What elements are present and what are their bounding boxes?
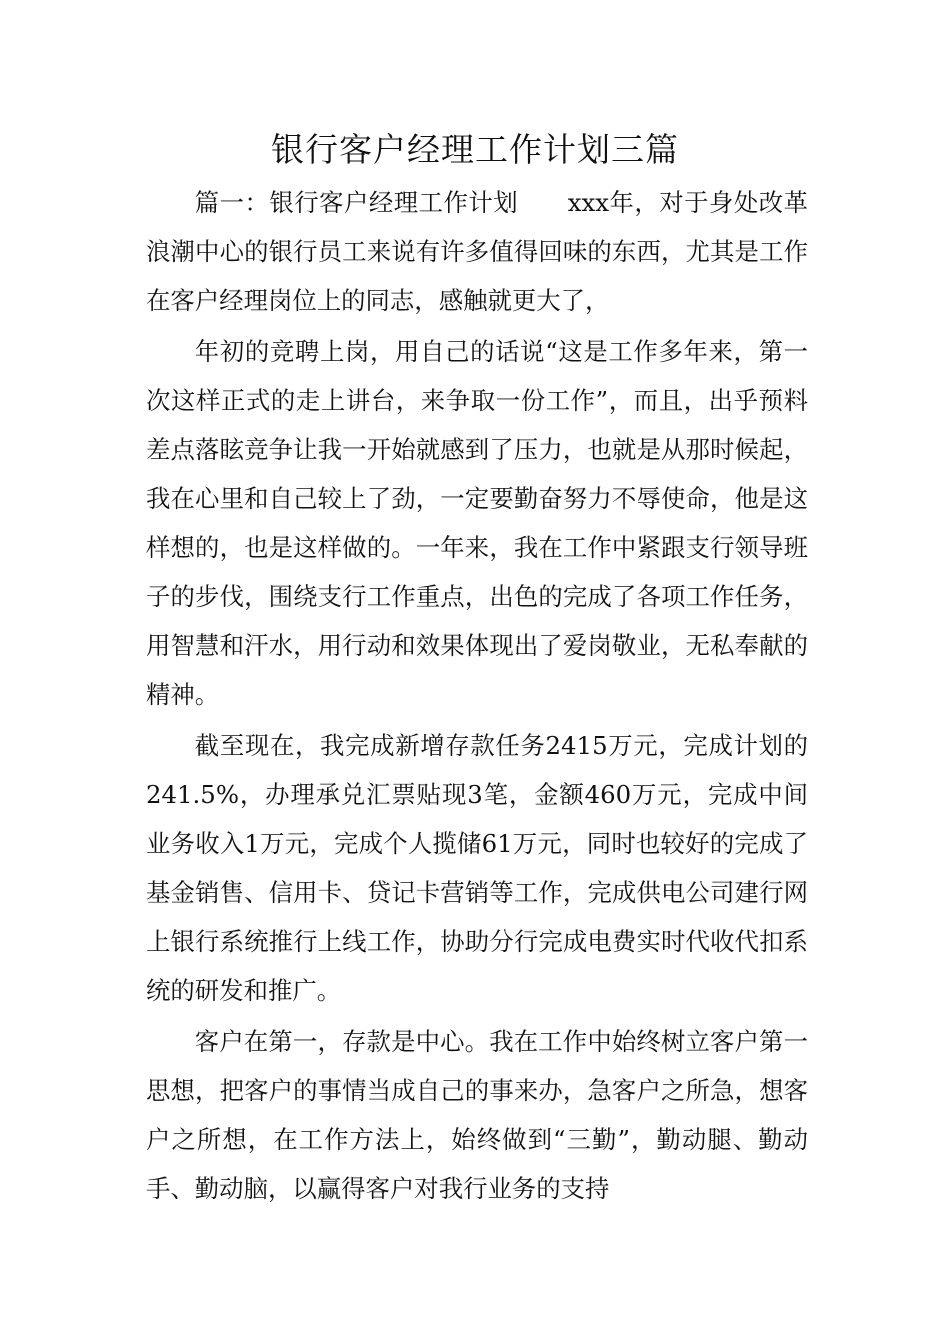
- paragraph-2: 年初的竞聘上岗，用自己的话说“这是工作多年来，第一次这样正式的走上讲台，来争取一份工作”，而且，出乎预料差点落眩竞争让我一开始就感到了压力，也就是从那时候起，我在心里和自己较上了劲，一定要勤奋努力不辱使命，他是这样想的，也是这样做的。一年来，我在工作中紧跟支行领导班子的步伐，围绕支行工作重点，出色的完成了各项工作任务，用智慧和汗水，用行动和效果体现出了爱岗敬业，无私奉献的精神。: [146, 337, 808, 709]
- paragraph-3: 截至现在，我完成新增存款任务2415万元，完成计划的241.5%，办理承兑汇票贴现3笔，金额460万元，完成中间业务收入1万元，完成个人揽储61万元，同时也较好的完成了基金销售、信用卡、贷记卡营销等工作，完成供电公司建行网上银行系统推行上线工作，协助分行完成电费实时代收代扣系统的研发和推广。: [146, 731, 808, 1005]
- paragraph-4: 客户在第一，存款是中心。我在工作中始终树立客户第一思想，把客户的事情当成自己的事来办，急客户之所急，想客户之所想，在工作方法上，始终做到“三勤”，勤动腿、勤动手、勤动脑，以赢得客户对我行业务的支持: [146, 1027, 808, 1203]
- document-title: 银行客户经理工作计划三篇: [271, 130, 679, 169]
- document-body: [146, 178, 808, 1213]
- paragraph-1: 篇一：银行客户经理工作计划 xxx年，对于身处改革浪潮中心的银行员工来说有许多值得回味的东西，尤其是工作在客户经理岗位上的同志，感触就更大了，: [146, 188, 808, 315]
